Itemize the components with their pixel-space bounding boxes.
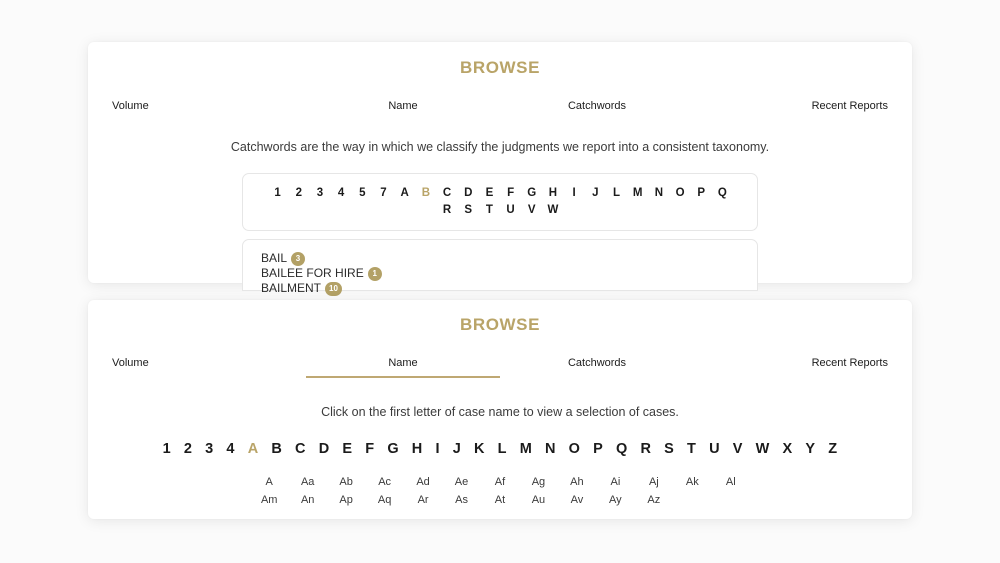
name-letter-N[interactable]: N	[544, 441, 556, 457]
catchword-letter-A[interactable]: A	[400, 187, 409, 199]
catchword-letter-spacer	[594, 203, 597, 218]
name-letter-X[interactable]: X	[782, 441, 793, 457]
catchword-item[interactable]	[261, 281, 739, 296]
catchword-letter-spacer	[340, 203, 343, 218]
name-prefix-Aa[interactable]: Aa	[300, 476, 315, 488]
name-letter-V[interactable]: V	[732, 441, 743, 457]
catchword-term: BAILMENT	[261, 281, 322, 295]
page-title: BROWSE	[459, 315, 541, 334]
name-letter-T[interactable]: T	[687, 441, 697, 457]
catchword-letter-spacer	[636, 203, 639, 218]
name-prefix-Af[interactable]: Af	[494, 476, 506, 488]
catchword-letter-T[interactable]: T	[485, 204, 493, 216]
name-prefix-grid	[250, 475, 750, 508]
name-prefix-At[interactable]: At	[494, 494, 506, 506]
name-letter-G[interactable]: G	[387, 441, 399, 457]
catchword-letter-spacer	[721, 203, 724, 218]
catchword-letter-grid	[267, 186, 733, 218]
name-letter-M[interactable]: M	[519, 441, 532, 457]
tab-catchwords[interactable]	[500, 100, 694, 121]
tab-label: Recent Reports	[811, 100, 888, 112]
tab-label: Catchwords	[567, 100, 627, 112]
catchword-letter-spacer	[361, 203, 364, 218]
name-prefix-Ac[interactable]: Ac	[378, 476, 392, 488]
tab-label: Recent Reports	[811, 357, 888, 369]
catchword-letter-S[interactable]: S	[464, 204, 473, 216]
name-prefix-An[interactable]: An	[300, 494, 315, 506]
name-prefix-Ab[interactable]: Ab	[339, 476, 353, 488]
catchword-letter-spacer	[615, 203, 618, 218]
catchword-letter-O[interactable]: O	[675, 187, 685, 199]
name-intro-text: Click on the first letter of case name to view a selection of cases.	[321, 405, 679, 419]
name-letter-2[interactable]: 2	[183, 441, 193, 457]
name-letter-E[interactable]: E	[342, 441, 353, 457]
catchword-count-badge: 3	[291, 252, 305, 266]
catchword-letter-spacer	[700, 203, 703, 218]
catchword-letter-J[interactable]: J	[592, 187, 599, 199]
tab-label: Volume	[112, 100, 149, 112]
name-letter-B[interactable]: B	[271, 441, 283, 457]
catchword-letter-4[interactable]: 4	[337, 187, 345, 199]
tab-recent-reports[interactable]	[694, 100, 890, 121]
catchword-count-badge: 10	[325, 282, 342, 296]
catchword-letter-spacer	[382, 203, 385, 218]
name-prefix-Ad[interactable]: Ad	[416, 476, 430, 488]
name-prefix-Ai[interactable]: Ai	[610, 476, 621, 488]
tab-catchwords[interactable]	[500, 357, 694, 378]
catchword-letter-R[interactable]: R	[442, 204, 452, 216]
catchword-letter-V[interactable]: V	[527, 204, 536, 216]
name-prefix-Ak[interactable]: Ak	[685, 476, 699, 488]
catchwords-intro-text: Catchwords are the way in which we classify the judgments we report into a consistent taxonomy.	[230, 140, 770, 154]
name-prefix-A[interactable]: A	[265, 476, 273, 488]
catchword-term: BAIL	[261, 251, 288, 265]
catchword-letter-spacer	[657, 203, 660, 218]
name-letter-F[interactable]: F	[365, 441, 375, 457]
name-prefix-Aj[interactable]: Aj	[648, 476, 659, 488]
tab-label: Catchwords	[567, 357, 627, 369]
name-letter-4[interactable]: 4	[226, 441, 235, 457]
catchword-letter-5[interactable]: 5	[359, 187, 366, 199]
name-prefix-Ah[interactable]: Ah	[570, 476, 584, 488]
name-letter-C[interactable]: C	[295, 441, 306, 457]
catchword-list	[261, 251, 739, 296]
name-prefix-Aq[interactable]: Aq	[377, 494, 392, 506]
browse-tabs-catchwords	[88, 100, 912, 121]
name-letter-S[interactable]: S	[664, 441, 675, 457]
catchword-letter-spacer	[276, 203, 279, 218]
tab-name[interactable]	[306, 100, 500, 121]
name-prefix-Ae[interactable]: Ae	[454, 476, 469, 488]
catchword-term: BAILEE FOR HIRE	[261, 266, 364, 280]
catchword-item[interactable]	[261, 251, 739, 266]
name-letter-U[interactable]: U	[709, 441, 720, 457]
tab-label: Name	[388, 357, 418, 369]
name-letter-A[interactable]: A	[247, 441, 259, 457]
name-letter-O[interactable]: O	[568, 441, 581, 457]
name-prefix-Am[interactable]: Am	[260, 494, 278, 506]
name-letter-I[interactable]: I	[435, 441, 440, 457]
browse-tabs-name	[88, 357, 912, 378]
name-letter-Y[interactable]: Y	[805, 441, 816, 457]
catchword-letter-spacer	[318, 203, 321, 218]
catchword-results-panel	[242, 239, 758, 295]
catchword-letter-B[interactable]: B	[421, 187, 431, 199]
catchword-letter-W[interactable]: W	[547, 204, 559, 216]
catchword-item[interactable]	[261, 266, 739, 281]
name-prefix-Ag[interactable]: Ag	[531, 476, 546, 488]
name-letter-W[interactable]: W	[755, 441, 770, 457]
catchword-letter-filter-panel	[242, 173, 758, 231]
catchword-letter-2[interactable]: 2	[295, 187, 302, 199]
catchword-letter-P[interactable]: P	[697, 187, 706, 199]
name-prefix-Al[interactable]: Al	[725, 476, 736, 488]
name-prefix-Ay[interactable]: Ay	[609, 494, 622, 506]
page-title: BROWSE	[459, 58, 541, 77]
catchword-letter-H[interactable]: H	[548, 187, 558, 199]
name-letter-J[interactable]: J	[452, 441, 461, 457]
catchword-letter-U[interactable]: U	[506, 204, 515, 216]
name-letter-Z[interactable]: Z	[828, 441, 838, 457]
name-prefix-Ap[interactable]: Ap	[339, 494, 353, 506]
tab-label: Name	[388, 100, 418, 112]
name-letter-P[interactable]: P	[593, 441, 604, 457]
catchword-letter-spacer	[403, 203, 406, 218]
name-prefix-Ar[interactable]: Ar	[417, 494, 429, 506]
catchword-letter-Q[interactable]: Q	[717, 187, 727, 199]
tab-label: Volume	[112, 357, 149, 369]
catchword-letter-E[interactable]: E	[485, 187, 494, 199]
catchword-count-badge: 1	[368, 267, 382, 281]
catchword-letter-1[interactable]: 1	[274, 187, 281, 199]
catchword-letter-spacer	[573, 203, 576, 218]
browse-card-catchwords	[88, 42, 912, 295]
name-prefix-Au[interactable]: Au	[531, 494, 546, 506]
tab-name[interactable]	[306, 357, 500, 378]
catchword-letter-N[interactable]: N	[654, 187, 664, 199]
tab-volume[interactable]	[110, 100, 306, 121]
catchword-letter-L[interactable]: L	[612, 187, 620, 199]
catchword-letter-3[interactable]: 3	[316, 187, 324, 199]
name-letter-Q[interactable]: Q	[616, 441, 628, 457]
catchword-letter-spacer	[678, 203, 681, 218]
name-letter-3[interactable]: 3	[205, 441, 214, 457]
tab-recent-reports[interactable]	[694, 357, 890, 378]
catchword-letter-F[interactable]: F	[507, 187, 515, 199]
name-prefix-Az[interactable]: Az	[647, 494, 661, 506]
catchword-letter-7[interactable]: 7	[380, 187, 387, 199]
name-letter-L[interactable]: L	[497, 441, 507, 457]
name-alphabet-row	[88, 441, 912, 457]
catchword-letter-spacer	[424, 203, 427, 218]
catchword-letter-D[interactable]: D	[464, 187, 473, 199]
catchword-letter-I[interactable]: I	[572, 187, 576, 199]
catchword-letter-spacer	[297, 203, 300, 218]
name-letter-K[interactable]: K	[473, 441, 485, 457]
catchword-letter-C[interactable]: C	[442, 187, 452, 199]
name-letter-1[interactable]: 1	[162, 441, 171, 457]
tab-volume[interactable]	[110, 357, 306, 378]
name-letter-R[interactable]: R	[640, 441, 652, 457]
catchword-letter-M[interactable]: M	[632, 187, 643, 199]
catchword-letter-G[interactable]: G	[527, 187, 537, 199]
browse-card-name	[88, 300, 912, 519]
name-letter-H[interactable]: H	[411, 441, 423, 457]
name-letter-D[interactable]: D	[318, 441, 330, 457]
name-prefix-Av[interactable]: Av	[570, 494, 584, 506]
name-prefix-As[interactable]: As	[455, 494, 468, 506]
